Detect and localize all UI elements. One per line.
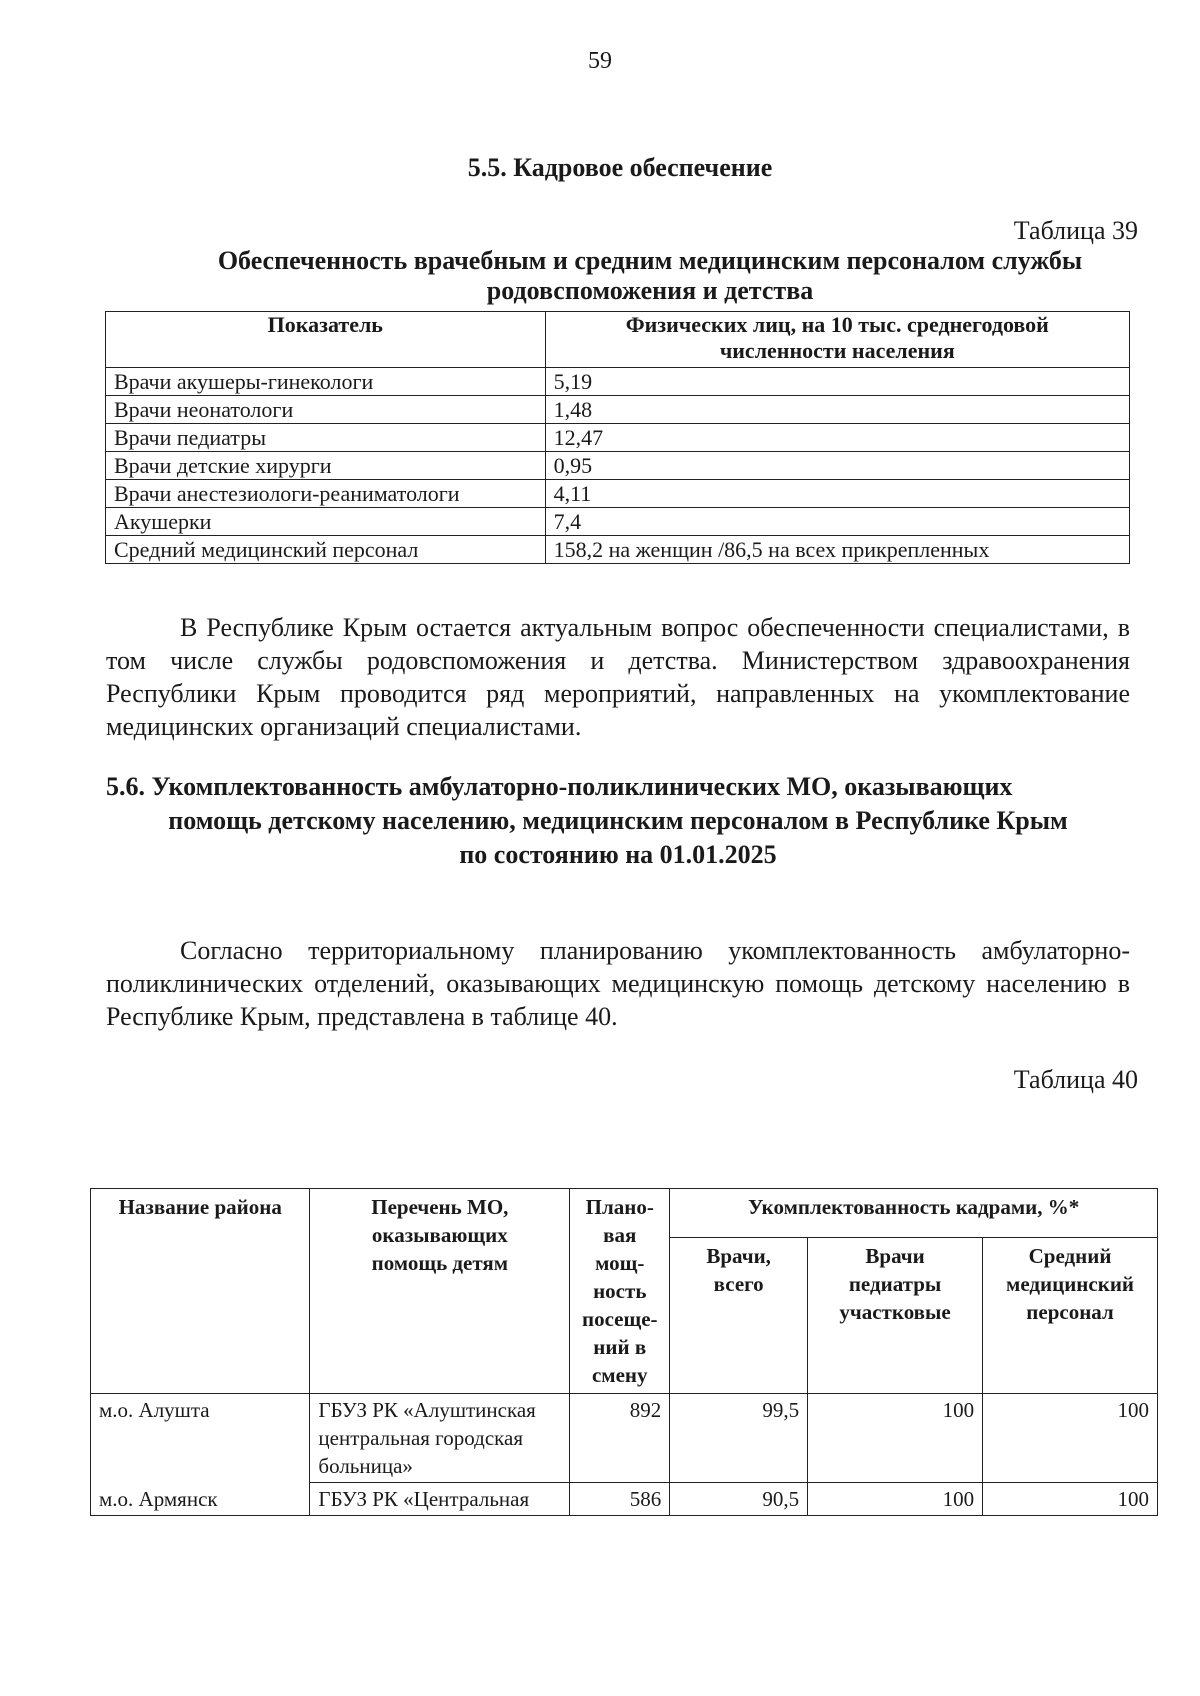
value-cell: 5,19 — [545, 368, 1129, 396]
section-heading-5-6 — [106, 770, 1130, 872]
district-cell: м.о. Алушта — [91, 1394, 310, 1483]
table-row — [106, 452, 1130, 480]
table-39-col-value-header — [545, 312, 1129, 368]
table-39-col-value-header-line1: Физических лиц, на 10 тыс. среднегодовой — [625, 312, 1049, 337]
capacity-header: Плано-вая мощ-ность посеще-ний в смену — [570, 1189, 670, 1394]
table-39-label: Таблица 39 — [1013, 216, 1138, 245]
district-header: Название района — [91, 1189, 310, 1394]
indicator-cell: Средний медицинский персонал — [106, 536, 546, 564]
table-40-header-row-1 — [91, 1189, 1158, 1238]
doctors-total-cell: 99,5 — [670, 1394, 808, 1483]
page-number: 59 — [588, 48, 612, 74]
value-cell: 12,47 — [545, 424, 1129, 452]
table-row — [106, 396, 1130, 424]
table-39-title-line1: Обеспеченность врачебным и средним медицинским персоналом службы — [217, 246, 1083, 275]
table-row — [106, 508, 1130, 536]
section-heading-5-5: 5.5. Кадровое обеспечение — [467, 153, 773, 182]
mo-cell: ГБУЗ РК «Центральная — [310, 1483, 570, 1516]
district-cell: м.о. Армянск — [91, 1483, 310, 1516]
section-heading-5-6-line2: помощь детскому населению, медицинским персоналом в Республике Крым — [168, 806, 1068, 835]
value-cell: 1,48 — [545, 396, 1129, 424]
indicator-cell: Врачи детские хирурги — [106, 452, 546, 480]
pediatricians-header: Врачи педиатры участковые — [808, 1238, 983, 1394]
doctors-total-header: Врачи, всего — [670, 1238, 808, 1394]
section-heading-5-6-line3: по состоянию на 01.01.2025 — [459, 840, 777, 869]
section-heading-5-6-line1: 5.6. Укомплектованность амбулаторно-поликлинических МО, оказывающих — [106, 772, 1013, 801]
paragraph-staffing-issue: В Республике Крым остается актуальным вопрос обеспеченности специалистами, в том числе службы родовспоможения и детства. Министерством здравоохранения Республики Крым проводится ряд мероприятий, направленных на укомплектование медицинских организаций специалистами. — [106, 613, 1130, 741]
table-39-col-value-header-line2: численности населения — [719, 338, 955, 363]
mo-cell: ГБУЗ РК «Алуштинская центральная городская больница» — [310, 1394, 570, 1483]
nurses-cell: 100 — [983, 1394, 1158, 1483]
pediatricians-cell: 100 — [808, 1394, 983, 1483]
indicator-cell: Врачи педиатры — [106, 424, 546, 452]
table-row — [91, 1483, 1158, 1516]
table-40-label: Таблица 40 — [1013, 1065, 1138, 1094]
indicator-cell: Акушерки — [106, 508, 546, 536]
value-cell: 7,4 — [545, 508, 1129, 536]
table-39-title-line2: родовспоможения и детства — [486, 276, 814, 305]
capacity-cell: 586 — [570, 1483, 670, 1516]
table-39 — [105, 311, 1130, 564]
capacity-cell: 892 — [570, 1394, 670, 1483]
paragraph-territorial-planning: Согласно территориальному планированию укомплектованность амбулаторно-поликлинических отделений, оказывающих медицинскую помощь детскому населению в Республике Крым, представлена в таблице 40. — [106, 936, 1130, 1031]
value-cell: 4,11 — [545, 480, 1129, 508]
doctors-total-cell: 90,5 — [670, 1483, 808, 1516]
staffing-group-header: Укомплектованность кадрами, %* — [670, 1189, 1158, 1238]
indicator-cell: Врачи неонатологи — [106, 396, 546, 424]
value-cell: 0,95 — [545, 452, 1129, 480]
table-row — [106, 424, 1130, 452]
indicator-cell: Врачи акушеры-гинекологи — [106, 368, 546, 396]
table-39-title — [150, 246, 1150, 306]
table-row — [106, 536, 1130, 564]
pediatricians-cell: 100 — [808, 1483, 983, 1516]
indicator-cell: Врачи анестезиологи-реаниматологи — [106, 480, 546, 508]
table-row — [106, 368, 1130, 396]
value-cell: 158,2 на женщин /86,5 на всех прикрепленных — [545, 536, 1129, 564]
table-40 — [90, 1188, 1158, 1516]
mo-list-header: Перечень МО, оказывающих помощь детям — [310, 1189, 570, 1394]
table-row — [91, 1394, 1158, 1483]
table-39-col-indicator-header: Показатель — [106, 312, 546, 368]
table-39-header-row — [106, 312, 1130, 368]
table-row — [106, 480, 1130, 508]
nurses-cell: 100 — [983, 1483, 1158, 1516]
nurses-header: Средний медицинский персонал — [983, 1238, 1158, 1394]
